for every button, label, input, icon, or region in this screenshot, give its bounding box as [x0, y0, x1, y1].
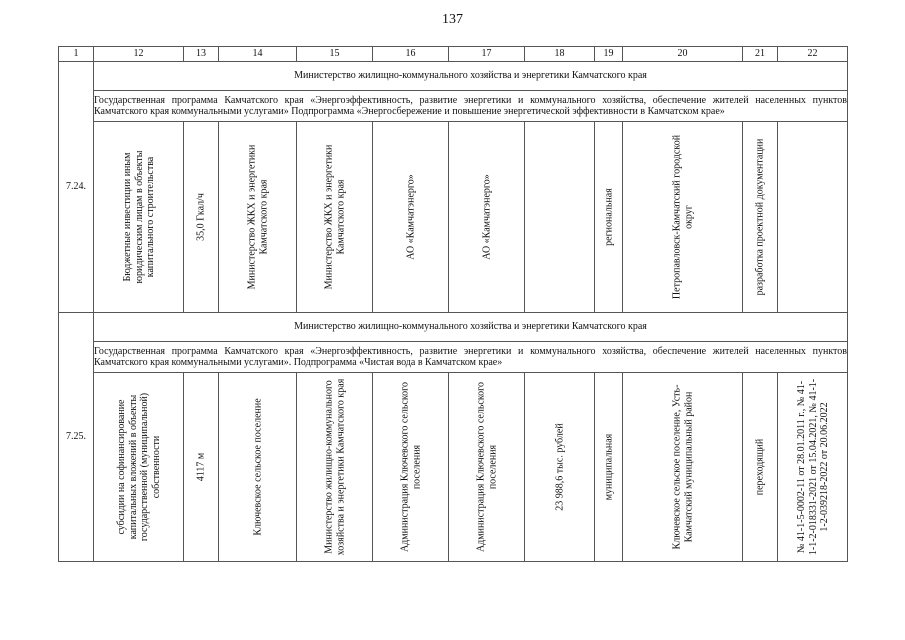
project-table — [58, 46, 848, 562]
header-cell: 18 — [525, 47, 595, 62]
program-row — [59, 342, 848, 373]
administrator-text: Министерство ЖКХ и энергетики Камчатского края — [323, 144, 346, 290]
header-cell: 14 — [219, 47, 297, 62]
cost-cell — [525, 122, 595, 313]
operator-cell — [449, 122, 525, 313]
header-cell: 12 — [94, 47, 184, 62]
header-cell: 20 — [623, 47, 743, 62]
header-cell: 13 — [184, 47, 219, 62]
header-cell: 17 — [449, 47, 525, 62]
header-row — [59, 47, 848, 62]
developer-text: Администрация Ключевского сельского поселения — [399, 381, 422, 553]
funding-type-text: субсидии на софинансирование капитальных вложений в объекты государственной (муниципальной) собственности — [115, 392, 161, 542]
cost-cell — [525, 373, 595, 562]
stage-cell — [743, 122, 778, 313]
operator-text: Администрация Ключевского сельского поселения — [475, 381, 498, 553]
row-number: 7.25. — [59, 313, 94, 562]
cost-text: 23 988,6 тыс. рублей — [553, 423, 565, 511]
level-cell — [595, 122, 623, 313]
header-cell: 15 — [297, 47, 373, 62]
developer-cell — [373, 373, 449, 562]
developer-text: АО «Камчатэнерго» — [404, 174, 416, 260]
location-text: Петропавловск-Камчатский городской округ — [671, 134, 694, 300]
expertise-text: № 41-1-5-0002-11 от 28.01.2011 г., № 41-1-1-2-018331-2021 от 15.04.2021, № 41-1-1-2-039218-2022 от 20.06.2022 — [795, 378, 830, 556]
level-cell — [595, 373, 623, 562]
capacity-cell — [184, 373, 219, 562]
program-cell: Государственная программа Камчатского края «Энергоэффективность, развитие энергетики и коммунального хозяйства, обеспечение жителей населенных пунктов Камчатского края коммунальными услугами». Подпрограмма «Чистая вода в Камчатском крае» — [94, 342, 848, 373]
row-number: 7.24. — [59, 62, 94, 313]
funding-type-text: Бюджетные инвестиции иным юридическим лицам в объекты капитального строительства — [121, 150, 156, 284]
ministry-cell: Министерство жилищно-коммунального хозяйства и энергетики Камчатского края — [94, 313, 848, 342]
capacity-text: 4117 м — [195, 452, 207, 482]
expertise-cell — [778, 373, 848, 562]
header-cell: 22 — [778, 47, 848, 62]
stage-cell — [743, 373, 778, 562]
data-row — [59, 122, 848, 313]
stage-text: переходящий — [754, 438, 766, 496]
header-cell: 1 — [59, 47, 94, 62]
ministry-row — [59, 62, 848, 91]
capacity-cell — [184, 122, 219, 313]
ministry-row — [59, 313, 848, 342]
funding-type-cell — [94, 373, 184, 562]
level-text: региональная — [602, 188, 614, 246]
location-text: Ключевское сельское поселение, Усть-Камчатский муниципальный район — [671, 384, 694, 550]
header-cell: 19 — [595, 47, 623, 62]
program-row — [59, 91, 848, 122]
customer-text: Министерство ЖКХ и энергетики Камчатского края — [246, 144, 269, 290]
capacity-text: 35,0 Гкал/ч — [195, 193, 207, 241]
header-cell: 21 — [743, 47, 778, 62]
customer-cell — [219, 122, 297, 313]
location-cell — [623, 122, 743, 313]
expertise-cell — [778, 122, 848, 313]
administrator-cell — [297, 373, 373, 562]
program-cell: Государственная программа Камчатского края «Энергоэффективность, развитие энергетики и коммунального хозяйства, обеспечение жителей населенных пунктов Камчатского края коммунальными услугами» Подпрограмма «Энергосбережение и повышение энергетической эффективности в Камчатском крае» — [94, 91, 848, 122]
location-cell — [623, 373, 743, 562]
funding-type-cell — [94, 122, 184, 313]
administrator-cell — [297, 122, 373, 313]
operator-cell — [449, 373, 525, 562]
ministry-cell: Министерство жилищно-коммунального хозяйства и энергетики Камчатского края — [94, 62, 848, 91]
customer-cell — [219, 373, 297, 562]
stage-text: разработка проектной документации — [754, 138, 766, 296]
administrator-text: Министерство жилищно-коммунального хозяйства и энергетики Камчатского края — [323, 378, 346, 556]
operator-text: АО «Камчатэнерго» — [480, 174, 492, 260]
developer-cell — [373, 122, 449, 313]
data-row — [59, 373, 848, 562]
customer-text: Ключевское сельское поселение — [251, 398, 263, 536]
header-cell: 16 — [373, 47, 449, 62]
level-text: муниципальная — [602, 433, 614, 501]
page-number: 137 — [442, 12, 463, 27]
